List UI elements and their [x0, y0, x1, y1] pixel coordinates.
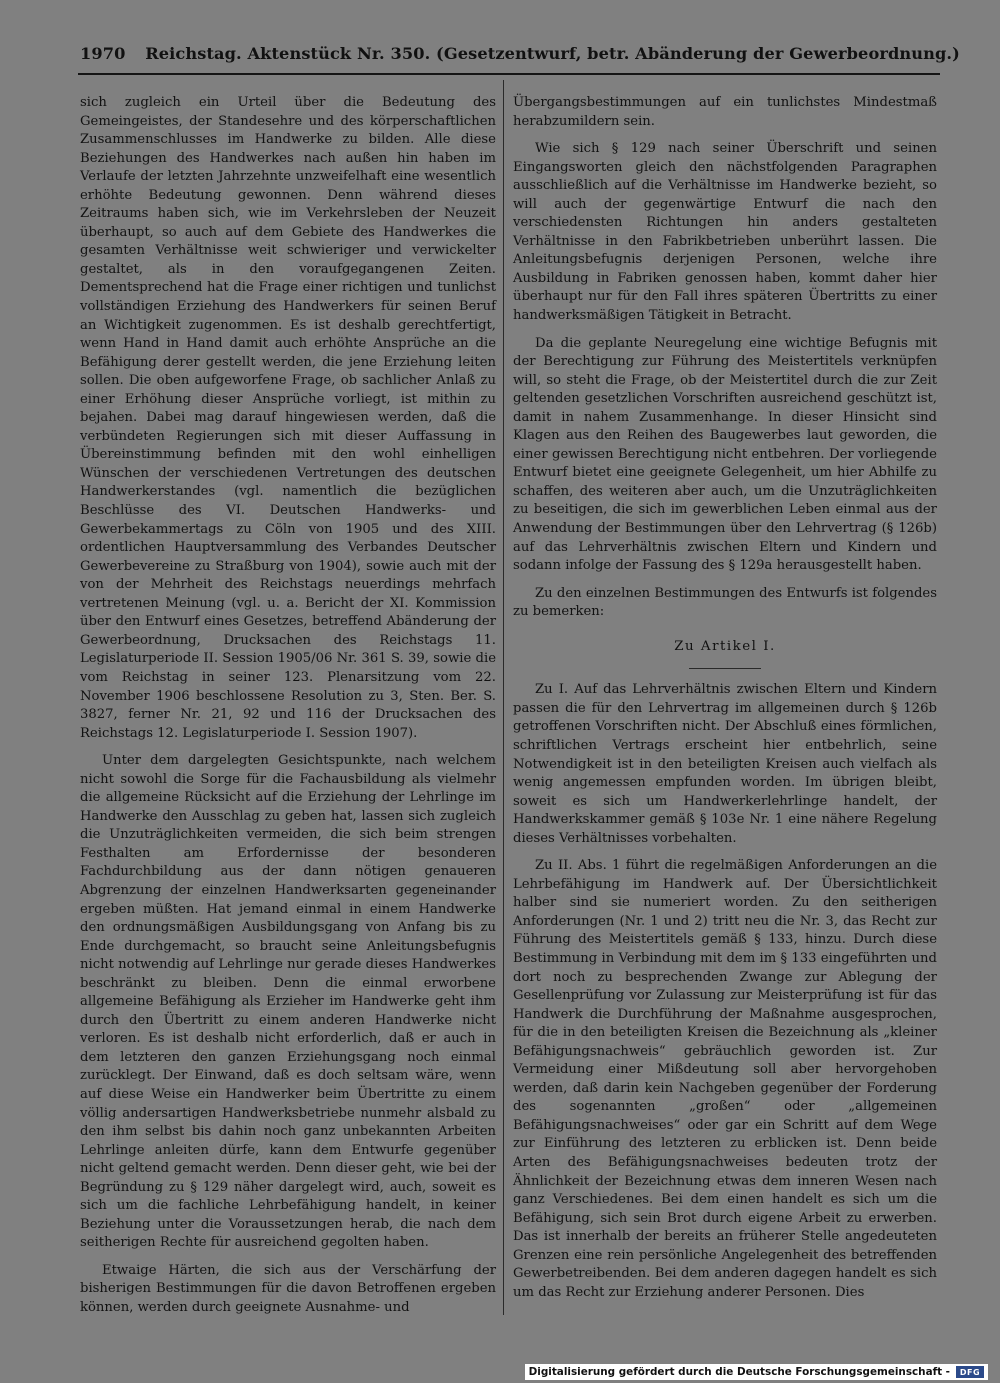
paragraph: Etwaige Härten, die sich aus der Verschärfung der bisherigen Bestimmungen für die davon Betroffenen ergeben können, werden durch geeignete Ausnahme- und: [80, 1262, 496, 1315]
header-title: Reichstag. Aktenstück Nr. 350. (Gesetzentwurf, betr. Abänderung der Gewerbeordnung.): [145, 44, 960, 63]
dfg-logo-icon: DFG: [956, 1366, 984, 1378]
header-rule: [78, 73, 940, 75]
paragraph: Zu I. Auf das Lehrverhältnis zwischen Eltern und Kindern passen die für den Lehrvertrag im allgemeinen durch § 126b getroffenen Vorschriften nicht. Der Abschluß eines förmlichen, schriftlichen Vertrags erscheint hier entbehrlich, seine Notwendigkeit ist in den beteiligten Kreisen auch vielfach als wenig angemessen empfunden worden. Im übrigen bleibt, soweit es sich um Handwerkerlehrlinge handelt, der Handwerkskammer gemäß § 103e Nr. 1 eine nähere Regelung dieses Verhältnisses vorbehalten.: [513, 682, 937, 846]
right-column: [513, 94, 937, 1302]
section-heading: Zu Artikel I.: [674, 638, 776, 654]
paragraph: Wie sich § 129 nach seiner Überschrift und seinen Eingangsworten gleich den nächstfolgenden Paragraphen ausschließlich auf die Verhältnisse im Handwerke bezieht, so will auch der gegenwärtige Entwurf die nach den verschiedensten Richtungen hin anders gestalteten Verhältnisse in den Fabrikbetrieben unberührt lassen. Die Anleitungsbefugnis derjenigen Personen, welche ihre Ausbildung in Fabriken genossen haben, kommt daher hier überhaupt nur für den Fall ihres späteren Übertritts zu einer handwerksmäßigen Tätigkeit in Betracht.: [513, 141, 937, 324]
paragraph: Da die geplante Neuregelung eine wichtige Befugnis mit der Berechtigung zur Führung des Meistertitels verknüpfen will, so steht die Frage, ob der Meistertitel durch die zur Zeit geltenden gesetzlichen Vorschriften ausreichend geschützt ist, damit in nahem Zusammenhange. In dieser Hinsicht sind Klagen aus den Reihen des Baugewerbes laut geworden, die einer gewissen Berechtigung nicht entbehren. Der vorliegende Entwurf bietet eine geeignete Gelegenheit, um hier Abhilfe zu schaffen, des weiteren aber auch, um die Unzuträglichkeiten zu beseitigen, die sich im gewerblichen Leben einmal aus der Anwendung der Bestimmungen über den Lehrvertrag (§ 126b) auf das Lehrverhältnis zwischen Eltern und Kindern und sodann infolge der Fassung des § 129a herausgestellt haben.: [513, 335, 937, 574]
page-header: [80, 44, 960, 63]
paragraph: Zu II. Abs. 1 führt die regelmäßigen Anforderungen an die Lehrbefähigung im Handwerk auf. Der Übersichtlichkeit halber sind sie numeriert worden. Zu den seitherigen Anforderungen (Nr. 1 und 2) tritt neu die Nr. 3, das Recht zur Führung des Meistertitels gemäß § 133, hinzu. Durch diese Bestimmung in Verbindung mit dem im § 133 eingeführten und dort noch zu besprechenden Zwange zur Ablegung der Gesellenprüfung vor Zulassung zur Meisterprüfung ist für das Handwerk die Durchführung der Maßnahme ausgesprochen, für die in den beteiligten Kreisen die Bezeichnung als „kleiner Befähigungsnachweis“ gebräuchlich geworden ist. Zur Vermeidung einer Mißdeutung soll aber hervorgehoben werden, daß darin kein Nachgeben gegenüber der Forderung des sogenannten „großen“ oder „allgemeinen Befähigungsnachweises“ oder gar ein Schritt auf dem Wege zur Einführung des letzteren zu erblicken ist. Denn beide Arten des Befähigungsnachweises bedeuten trotz der Ähnlichkeit der Bezeichnung etwas dem inneren Wesen nach ganz Verschiedenes. Bei dem einen handelt es sich um die Befähigung, sich sein Brot durch eigene Arbeit zu erwerben. Das ist innerhalb der bereits an früherer Stelle angedeuteten Grenzen eine rein persönliche Angelegenheit des betreffenden Gewerbetreibenden. Bei dem anderen dagegen handelt es sich um das Recht zur Erziehung anderer Personen. Dies: [513, 858, 937, 1300]
paragraph: Unter dem dargelegten Gesichtspunkte, nach welchem nicht sowohl die Sorge für die Fachausbildung als vielmehr die allgemeine Rücksicht auf die Erziehung der Lehrlinge im Handwerke den Ausschlag zu geben hat, lassen sich zugleich die Unzuträglichkeiten vermeiden, die sich beim strengen Festhalten am Erfordernisse der besonderen Fachdurchbildung aus der dann nötigen genaueren Abgrenzung der einzelnen Handwerksarten gegeneinander ergeben müßten. Hat jemand einmal in einem Handwerke den ordnungsmäßigen Ausbildungsgang von Anfang bis zu Ende durchgemacht, so braucht seine Anleitungsbefugnis nicht notwendig auf Lehrlinge nur gerade dieses Handwerkes beschränkt zu bleiben. Denn die einmal erworbene allgemeine Befähigung als Erzieher im Handwerke geht ihm durch den Übertritt zu einem anderen Handwerke nicht verloren. Es ist deshalb nicht erforderlich, daß er auch in dem letzteren den ganzen Erziehungsgang noch einmal zurücklegt. Der Einwand, daß es doch seltsam wäre, wenn auf diese Weise ein Handwerker beim Übertritte zu einem völlig andersartigen Handwerksbetriebe nunmehr alsbald zu den ihm selbst bis dahin noch ganz unbekannten Arbeiten Lehrlinge anleiten dürfe, kann dem Entwurfe gegenüber nicht geltend gemacht werden. Denn dieser geht, wie bei der Begründung zu § 129 näher dargelegt wird, auch, soweit es sich um die fachliche Lehrbefähigung handelt, in keiner Beziehung unter die Voraussetzungen herab, die nach dem seitherigen Rechte für ausreichend gegolten haben.: [80, 753, 496, 1251]
paragraph: sich zugleich ein Urteil über die Bedeutung des Gemeingeistes, der Standesehre und des körperschaftlichen Zusammenschlusses im Handwerke zu bilden. Alle diese Beziehungen des Handwerkes nach außen hin haben im Verlaufe der letzten Jahrzehnte unzweifelhaft eine wesentlich erhöhte Bedeutung gewonnen. Denn während dieses Zeitraums haben sich, wie im Verkehrsleben der Neuzeit überhaupt, so auch auf dem Gebiete des Handwerkes die gesamten Verhältnisse weit schwieriger und verwickelter gestaltet, als in den voraufgegangenen Zeiten. Dementsprechend hat die Frage einer richtigen und tunlichst vollständigen Erziehung des Handwerkers für seinen Beruf an Wichtigkeit zugenommen. Es ist deshalb gerechtfertigt, wenn Hand in Hand damit auch erhöhte Ansprüche an die Befähigung derer gestellt werden, die jene Erziehung leiten sollen. Die oben aufgeworfene Frage, ob sachlicher Anlaß zu einer Erhöhung dieser Ansprüche vorliegt, ist mithin zu bejahen. Dabei mag darauf hingewiesen werden, daß die verbündeten Regierungen sich mit dieser Auffassung in Übereinstimmung befinden mit den wohl einhelligen Wünschen der verschiedenen Vertretungen des deutschen Handwerkerstandes (vgl. namentlich die bezüglichen Beschlüsse des VI. Deutschen Handwerks- und Gewerbekammertags zu Cöln von 1905 und des XIII. ordentlichen Hauptversammlung des Verbandes Deutscher Gewerbevereine zu Straßburg von 1904), sowie auch mit der von der Mehrheit des Reichstags neuerdings mehrfach vertretenen Meinung (vgl. u. a. Bericht der XI. Kommission über den Entwurf eines Gesetzes, betreffend Abänderung der Gewerbeordnung, Drucksachen des Reichstags 11. Legislaturperiode II. Session 1905/06 Nr. 361 S. 39, sowie die vom Reichstag in seiner 123. Plenarsitzung vom 22. November 1906 beschlossene Resolution zu 3, Sten. Ber. S. 3827, ferner Nr. 21, 92 und 116 der Drucksachen des Reichstags 12. Legislaturperiode I. Session 1907).: [80, 95, 496, 741]
left-column: [80, 94, 496, 1318]
footer-text: Digitalisierung gefördert durch die Deutsche Forschungsgemeinschaft -: [528, 1366, 950, 1378]
footer-credit: [525, 1364, 988, 1380]
paragraph: Übergangsbestimmungen auf ein tunlichstes Mindestmaß herabzumildern sein.: [513, 95, 937, 129]
heading-underline: [689, 668, 761, 669]
page-number: 1970: [80, 44, 126, 63]
paragraph: Zu den einzelnen Bestimmungen des Entwurfs ist folgendes zu bemerken:: [513, 585, 937, 620]
column-divider: [503, 80, 504, 1315]
